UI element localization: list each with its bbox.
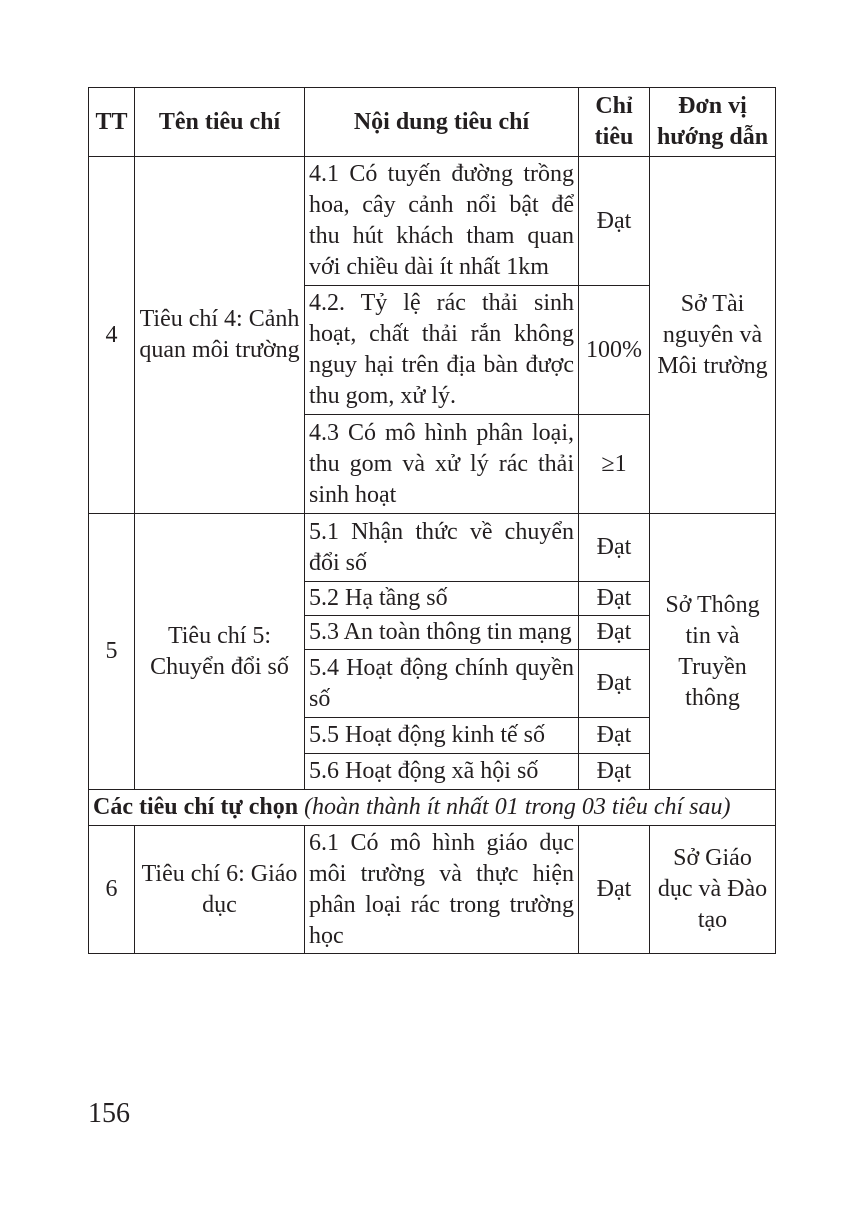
header-target: Chỉ tiêu xyxy=(579,88,650,157)
criterion-content: 5.6 Hoạt động xã hội số xyxy=(305,754,579,790)
group-tt: 6 xyxy=(89,826,135,954)
optional-heading-note: (hoàn thành ít nhất 01 trong 03 tiêu chí sau) xyxy=(304,794,731,820)
group-tt: 4 xyxy=(89,157,135,514)
header-content: Nội dung tiêu chí xyxy=(305,88,579,157)
criterion-content: 4.2. Tỷ lệ rác thải sinh hoạt, chất thải rắn không nguy hại trên địa bàn được thu gom, xử lý. xyxy=(305,286,579,415)
criterion-target: Đạt xyxy=(579,650,650,718)
criterion-target: Đạt xyxy=(579,826,650,954)
criterion-target: Đạt xyxy=(579,718,650,754)
group-unit: Sở Thông tin và Truyền thông xyxy=(650,514,776,790)
criterion-content: 5.5 Hoạt động kinh tế số xyxy=(305,718,579,754)
group-unit: Sở Giáo dục và Đào tạo xyxy=(650,826,776,954)
page-number: 156 xyxy=(88,1098,130,1129)
criterion-target: Đạt xyxy=(579,582,650,616)
criterion-target: Đạt xyxy=(579,616,650,650)
criterion-content: 5.3 An toàn thông tin mạng xyxy=(305,616,579,650)
group-name: Tiêu chí 5: Chuyển đổi số xyxy=(135,514,305,790)
criterion-content: 4.3 Có mô hình phân loại, thu gom và xử lý rác thải sinh hoạt xyxy=(305,415,579,514)
criterion-target: Đạt xyxy=(579,754,650,790)
criterion-content: 5.4 Hoạt động chính quyền số xyxy=(305,650,579,718)
criterion-target: Đạt xyxy=(579,157,650,286)
criteria-table xyxy=(88,87,776,954)
criterion-target: Đạt xyxy=(579,514,650,582)
table-row xyxy=(89,514,776,582)
criterion-content: 5.1 Nhận thức về chuyển đổi số xyxy=(305,514,579,582)
table-row xyxy=(89,157,776,286)
optional-heading xyxy=(89,790,776,826)
group-unit: Sở Tài nguyên và Môi trường xyxy=(650,157,776,514)
criterion-target: ≥1 xyxy=(579,415,650,514)
header-row xyxy=(89,88,776,157)
header-tt: TT xyxy=(89,88,135,157)
header-unit: Đơn vị hướng dẫn xyxy=(650,88,776,157)
criterion-target: 100% xyxy=(579,286,650,415)
group-name: Tiêu chí 6: Giáo dục xyxy=(135,826,305,954)
criterion-content: 5.2 Hạ tầng số xyxy=(305,582,579,616)
optional-heading-bold: Các tiêu chí tự chọn xyxy=(93,794,299,820)
optional-heading-row xyxy=(89,790,776,826)
criterion-content: 6.1 Có mô hình giáo dục môi trường và thực hiện phân loại rác trong trường học xyxy=(305,826,579,954)
header-name: Tên tiêu chí xyxy=(135,88,305,157)
group-name: Tiêu chí 4: Cảnh quan môi trường xyxy=(135,157,305,514)
table-row xyxy=(89,826,776,954)
criterion-content: 4.1 Có tuyến đường trồng hoa, cây cảnh nổi bật để thu hút khách tham quan với chiều dài ít nhất 1km xyxy=(305,157,579,286)
group-tt: 5 xyxy=(89,514,135,790)
